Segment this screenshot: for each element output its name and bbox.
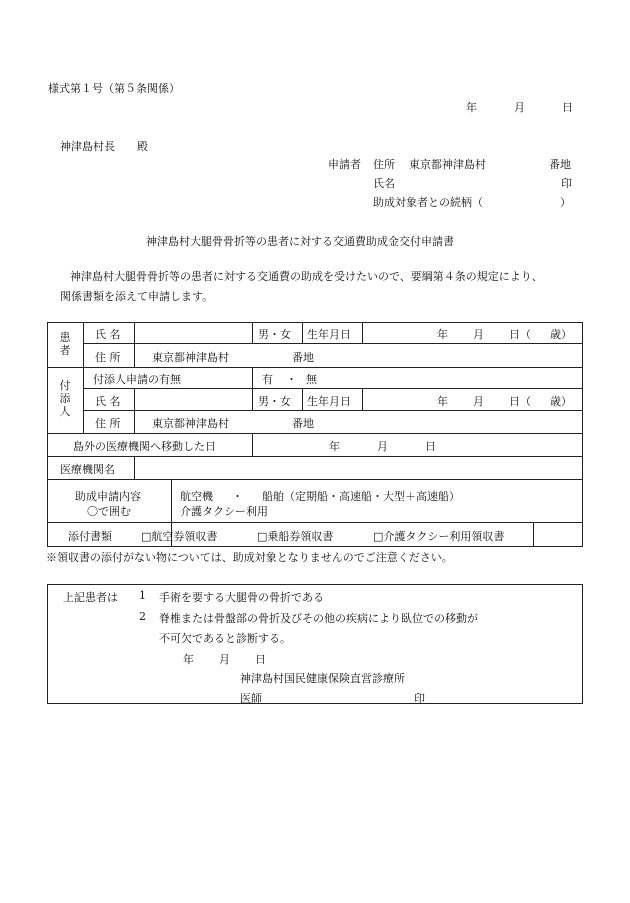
date-month-label: 月 [514, 101, 525, 114]
diagnosis-seal: 印 [414, 692, 425, 705]
diagnosis-doctor-label: 医師 [240, 692, 262, 705]
patient-birth-month: 月 [473, 328, 484, 341]
table-line [47, 367, 583, 368]
diagnosis-date-month: 月 [219, 653, 230, 666]
table-line [362, 388, 363, 410]
patient-label: 患者 [59, 331, 71, 357]
box-line [47, 584, 48, 704]
addressee-name: 神津島村長 [60, 140, 115, 153]
diagnosis-item2-num: 2 [139, 610, 146, 623]
table-line [47, 522, 583, 523]
diagnosis-clinic: 神津島村国民健康保険直営診療所 [240, 672, 405, 685]
companion-none[interactable]: 無 [306, 373, 317, 386]
box-line [47, 703, 583, 704]
applicant-name-label: 氏名 [373, 177, 395, 190]
table-line [533, 522, 534, 546]
content-ship[interactable]: 船舶（定期船・高速船・大型＋高速船） [262, 490, 460, 503]
moved-date-month: 月 [377, 440, 388, 453]
applicant-address-label: 住所 [373, 158, 395, 171]
institution-label: 医療機関名 [60, 463, 115, 476]
table-line [134, 456, 135, 479]
patient-age: 歳） [550, 328, 572, 341]
table-line [47, 433, 583, 434]
body-text-line1: 神津島村大腿骨骨折等の患者に対する交通費の助成を受けたいので、要綱第４条の規定により、 [70, 270, 543, 283]
table-line [47, 479, 583, 480]
attach-ship-checkbox[interactable]: □乗船券領収書 [257, 530, 334, 543]
applicant-relation-close: ） [560, 196, 571, 209]
content-label: 助成申請内容 [75, 490, 141, 503]
table-line [252, 322, 253, 344]
companion-birth-month: 月 [473, 395, 484, 408]
companion-birth-label: 生年月日 [307, 395, 351, 408]
applicant-relation-label: 助成対象者との続柄（ [373, 196, 483, 209]
diagnosis-subject: 上記患者は [63, 591, 118, 604]
moved-date-label: 島外の医療機関へ移動した日 [73, 440, 216, 453]
form-number: 様式第１号（第５条関係） [48, 82, 180, 95]
table-line [252, 367, 253, 410]
applicant-address-value: 東京都神津島村 [409, 158, 486, 171]
diagnosis-date-year: 年 [183, 653, 194, 666]
content-aircraft[interactable]: 航空機 [180, 490, 213, 503]
diagnosis-item2-text2: 不可欠であると診断する。 [159, 632, 291, 645]
patient-banchi: 番地 [292, 351, 314, 364]
table-line [47, 456, 583, 457]
companion-birth-year: 年 [437, 395, 448, 408]
table-line [83, 322, 84, 433]
companion-birth-day: 日（ [509, 395, 531, 408]
note-text: ※領収書の添付がない物については、助成対象となりませんのでご注意ください。 [46, 551, 453, 564]
table-line [252, 433, 253, 456]
patient-birth-year: 年 [437, 328, 448, 341]
addressee-honorific: 殿 [137, 140, 148, 153]
diagnosis-item1-text: 手術を要する大腿骨の骨折である [159, 591, 324, 604]
table-line [362, 322, 363, 344]
patient-gender[interactable]: 男・女 [258, 328, 291, 341]
patient-name-label: 氏 名 [95, 328, 121, 341]
attach-air-checkbox[interactable]: □航空券領収書 [141, 530, 218, 543]
attach-label: 添付書類 [68, 530, 112, 543]
date-year-label: 年 [466, 101, 477, 114]
companion-has[interactable]: 有 [262, 373, 273, 386]
patient-address-value: 東京都神津島村 [152, 351, 229, 364]
companion-label: 付添人 [59, 379, 71, 418]
table-line [83, 388, 583, 389]
attach-taxi-checkbox[interactable]: □介護タクシー利用領収書 [373, 530, 505, 543]
applicant-banchi: 番地 [549, 158, 571, 171]
box-line [47, 584, 583, 585]
table-line [47, 546, 583, 547]
companion-address-value: 東京都神津島村 [152, 417, 229, 430]
diagnosis-item2-text1: 脊椎または骨盤部の骨折及びその他の疾病により臥位での移動が [159, 612, 478, 625]
table-line [134, 322, 135, 367]
table-line [302, 388, 303, 410]
companion-age: 歳） [550, 395, 572, 408]
body-text-line2: 関係書類を添えて申請します。 [60, 290, 214, 303]
companion-address-label: 住 所 [95, 417, 121, 430]
applicant-seal: 印 [561, 177, 572, 190]
box-line [582, 584, 583, 704]
content-taxi[interactable]: 介護タクシー利用 [180, 505, 268, 518]
companion-gender[interactable]: 男・女 [258, 395, 291, 408]
applicant-label: 申請者 [328, 158, 361, 171]
companion-name-label: 氏 名 [95, 395, 121, 408]
diagnosis-item1-num: 1 [139, 589, 146, 602]
table-line [302, 322, 303, 344]
content-instruction: 〇で囲む [87, 505, 131, 518]
diagnosis-date-day: 日 [255, 653, 266, 666]
patient-birth-label: 生年月日 [307, 328, 351, 341]
table-line [83, 343, 583, 344]
table-line [582, 322, 583, 547]
moved-date-day: 日 [425, 440, 436, 453]
patient-birth-day: 日（ [509, 328, 531, 341]
companion-dot: ・ [286, 373, 297, 386]
companion-request-label: 付添人申請の有無 [93, 373, 181, 386]
table-line [134, 388, 135, 433]
table-line [47, 322, 583, 323]
table-line [83, 410, 583, 411]
content-dot: ・ [232, 490, 243, 503]
moved-date-year: 年 [329, 440, 340, 453]
date-day-label: 日 [562, 101, 573, 114]
patient-address-label: 住 所 [95, 351, 121, 364]
companion-banchi: 番地 [292, 417, 314, 430]
table-line [47, 322, 48, 547]
document-title: 神津島村大腿骨骨折等の患者に対する交通費助成金交付申請書 [146, 235, 454, 248]
